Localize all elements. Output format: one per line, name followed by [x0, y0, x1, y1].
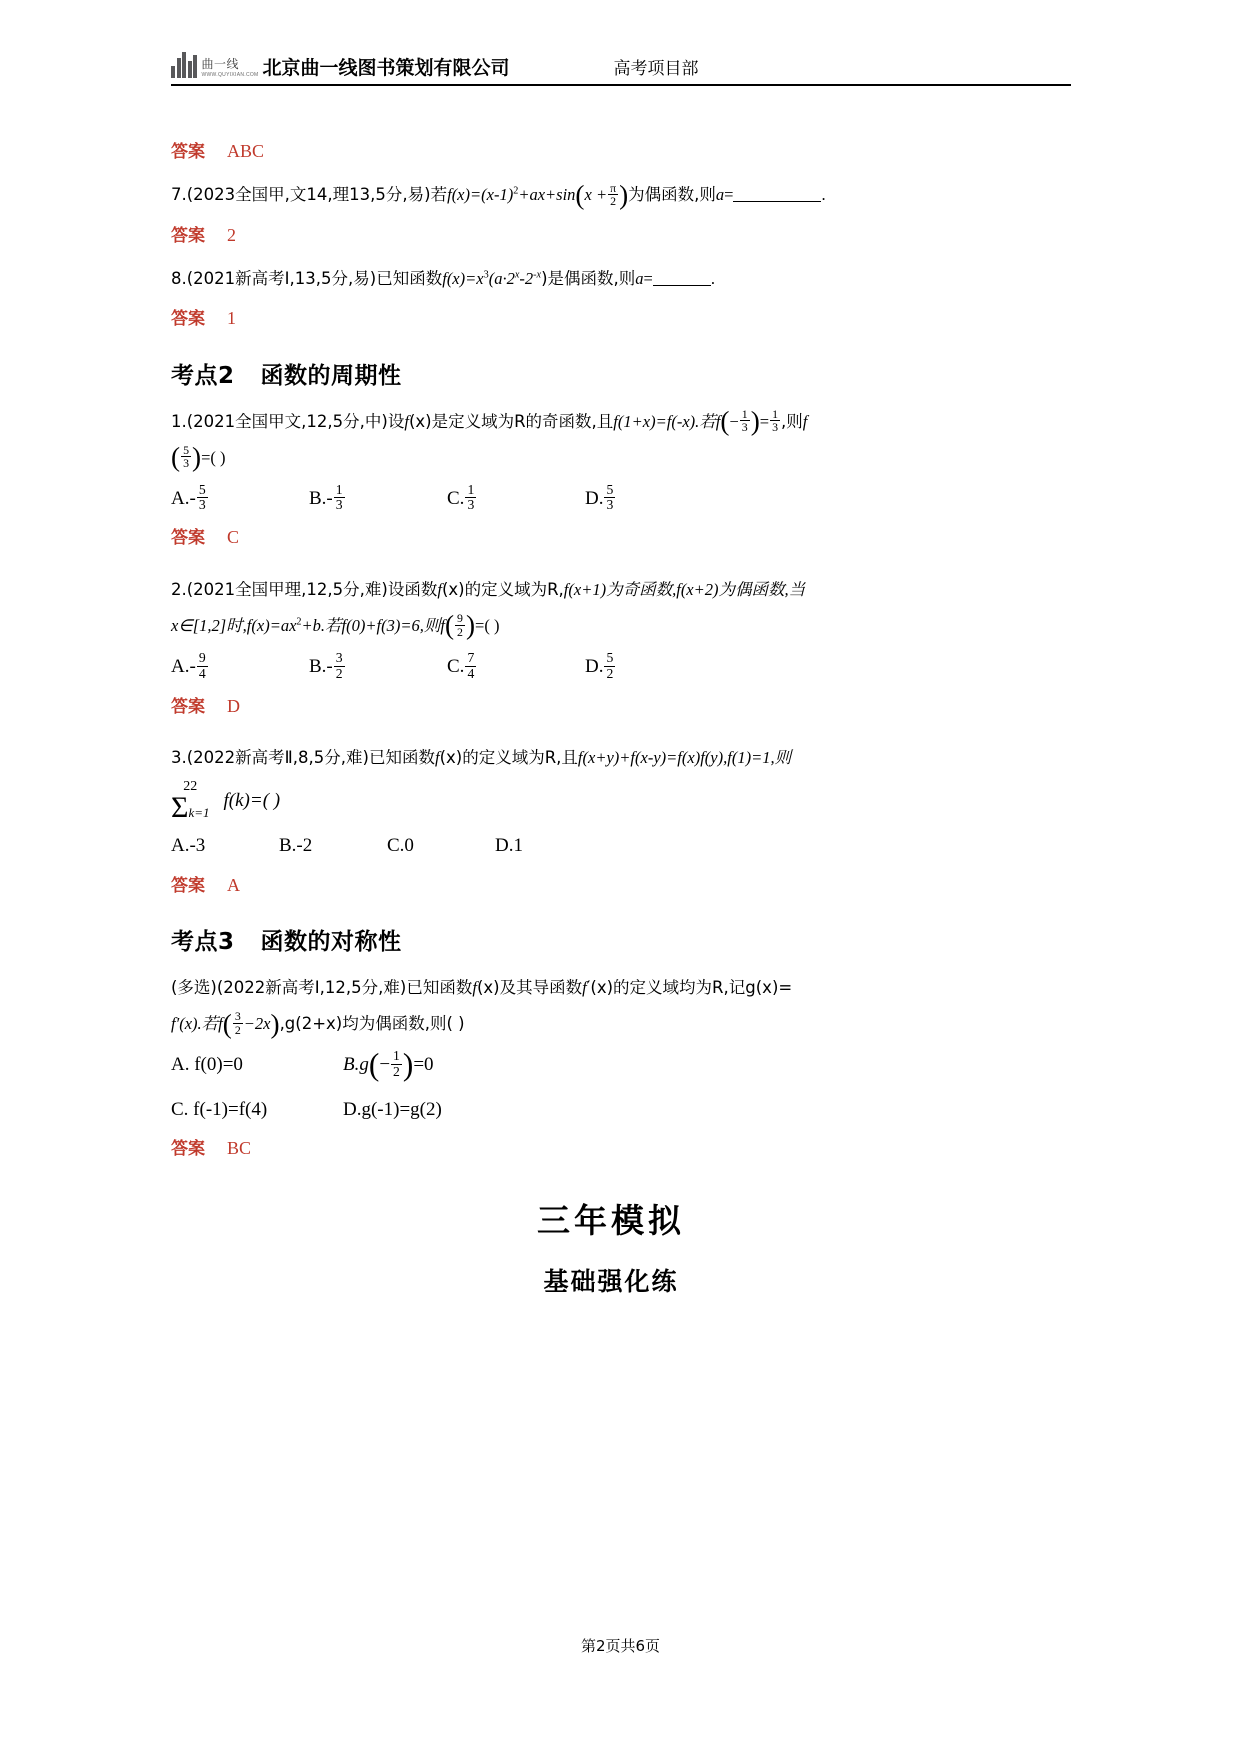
- summation-icon: [171, 779, 210, 825]
- q7-inner: x +: [584, 185, 608, 205]
- option-b: B.-2: [279, 835, 313, 857]
- s3q1-l2b: ,g(2+x)均为偶函数,则( ): [279, 1014, 465, 1034]
- section2-question-2: 2.(2021全国甲理,12,5分,难)设函数f(x)的定义域为R,f(x+1)为奇函数,f(x+2)为偶函数,当: [171, 579, 806, 599]
- q7-frac-den: 2: [610, 193, 617, 208]
- q7-frac-num: π: [610, 180, 617, 195]
- section-3-title: 函数的对称性: [260, 928, 402, 955]
- s3q1-t1: 已知函数: [406, 977, 473, 997]
- answer-label: 答案: [171, 528, 205, 549]
- s2q3-t7: (1)=1,则: [731, 747, 792, 767]
- option-a: A. f(0)=0: [171, 1054, 243, 1076]
- s2q3-number: 3.: [171, 747, 187, 767]
- q7-sup1: 2: [513, 185, 519, 197]
- answer-value: 2: [227, 224, 236, 245]
- sub-section-title: 基础强化练: [543, 1266, 679, 1296]
- option-d: D.g(-1)=g(2): [343, 1098, 442, 1120]
- s3q1-l2inner: −2x: [243, 1014, 271, 1034]
- s2q3-t6: (y),: [704, 747, 728, 767]
- answer-line-s2q2: [171, 695, 1051, 718]
- q7-fraction: [608, 182, 618, 208]
- q7-fx: f: [447, 185, 452, 205]
- section3-question-1-line2: f′(x).若f( $\frac{3}{2}$ −2x),g(2+x)均为偶函数,则( ): [171, 1008, 465, 1039]
- s2q1-frac-1: $\frac{1}{3}$: [741, 406, 748, 435]
- s3q1-frac: $\frac{3}{2}$: [234, 1009, 241, 1037]
- s2q1-frac-3: $\frac{5}{3}$: [183, 442, 190, 471]
- page-content: [171, 128, 1051, 1298]
- s2q1-eq: =: [759, 411, 770, 431]
- s2q3-t1: 已知函数: [368, 747, 435, 767]
- q7-var: a: [715, 185, 725, 205]
- s2q2-t2: (x)的定义域为R,: [441, 579, 564, 599]
- q8-source: (2021新高考Ⅰ,13,5分,易): [186, 268, 377, 288]
- section3-question-1-options-row2: [171, 1095, 1051, 1125]
- answer-line-s2q3: [171, 874, 1051, 897]
- section2-question-3-summation: [171, 779, 1051, 825]
- answer-label: 答案: [171, 309, 205, 330]
- summation-upper-limit: 22: [183, 779, 198, 795]
- option-b: B.- $\frac{1}{3}$: [309, 482, 343, 513]
- option-c: C. $\frac{7}{4}$: [447, 650, 475, 681]
- q7-number: 7.: [171, 185, 187, 205]
- s3q1-source: (2022新高考Ⅰ,12,5分,难): [216, 977, 407, 997]
- logo-wordmark: [202, 56, 259, 78]
- section2-question-1-options: [171, 484, 1051, 515]
- answer-line-s2q1: [171, 526, 1051, 549]
- sigma-glyph: Σ: [171, 791, 189, 825]
- q8-body3: -2: [519, 268, 534, 288]
- s2q2-l2tail: =( ): [475, 615, 500, 635]
- s2q3-t5: (x): [681, 747, 701, 767]
- answer-line-s3q1: [171, 1137, 1051, 1160]
- q8-sup1: 3: [483, 269, 489, 281]
- section2-question-2-line2: x∈[1,2]时$,f(x)=ax^2+b$.若f(0)+f(3)=6,则f( $\frac{9}{2}$ )=( ): [171, 610, 500, 641]
- s2q2-frac: $\frac{9}{2}$: [457, 611, 463, 639]
- s2q2-t1: 设函数: [387, 579, 438, 599]
- page-footer: 第2页共6页: [580, 1637, 661, 1655]
- s2q1-t4: (-x).若: [671, 411, 716, 431]
- q7-lparen: (: [575, 179, 585, 210]
- s2q1-t3: (1+x)=: [617, 411, 667, 431]
- answer-label: 答案: [171, 696, 205, 717]
- logo-cn-text: 曲一线: [201, 57, 240, 71]
- q8-var: a: [635, 268, 644, 288]
- s2q2-t4: (x+2)为偶函数,当: [680, 579, 806, 599]
- s2q2-l2a: x∈[1,2]时,: [171, 615, 247, 635]
- q7-period: .: [821, 185, 826, 205]
- s2q1-t5: ,则: [781, 411, 803, 431]
- s2q1-frac-2: $\frac{1}{3}$: [772, 406, 779, 435]
- answer-line-q8: [171, 307, 1051, 330]
- option-a: A.-3: [171, 835, 206, 857]
- option-b: B.- $\frac{3}{2}$: [309, 650, 343, 681]
- option-c: C.0: [387, 835, 414, 857]
- s2q1-t1: 设: [387, 411, 405, 431]
- answer-value: D: [227, 695, 240, 716]
- option-c: C. $\frac{1}{3}$: [447, 482, 475, 513]
- quyixian-logo-icon: [171, 52, 259, 78]
- q8-body4: )是偶函数,则: [541, 268, 636, 288]
- q8-sup3: -x: [533, 269, 542, 281]
- s2q2-l2c: +b.若: [301, 615, 342, 635]
- s2q2-number: 2.: [171, 579, 187, 599]
- q8-body2: (a·2: [488, 268, 515, 288]
- s2q1-number: 1.: [171, 411, 187, 431]
- q7-answer-blank: [733, 185, 821, 203]
- section-heading-2: [171, 357, 1051, 390]
- section-heading-3: [171, 923, 1051, 956]
- option-d: D. $\frac{5}{2}$: [585, 650, 614, 681]
- section-2-title: 函数的周期性: [260, 362, 402, 389]
- q7-eq: =: [724, 185, 734, 205]
- s3q1-l2a: ′(x).若: [175, 1014, 219, 1034]
- q8-text-a: 已知函数: [376, 268, 443, 288]
- q7-body3: 为偶函数,则: [628, 185, 716, 205]
- answer-line: [171, 140, 1051, 163]
- section2-question-3-options: [171, 831, 1051, 861]
- section2-question-1: 1.(2021全国甲文,12,5分,中)设f(x)是定义域为R的奇函数,且f(1+x)=f(-x).若f(− $\frac{1}{3}$ )= $\frac{1}{3}$ ,则f: [171, 406, 808, 437]
- section3-question-1: (多选)(2022新高考Ⅰ,12,5分,难)已知函数f(x)及其导函数f′(x)的定义域均为R,记g(x)=: [171, 977, 793, 997]
- answer-label: 答案: [171, 1139, 205, 1160]
- summation-lower-limit: k=1: [188, 805, 210, 821]
- s3q1-t2: (x)及其导函数: [476, 977, 583, 997]
- option-b: B.g(− $\frac{1}{2}$ )=0: [343, 1046, 434, 1082]
- answer-label: 答案: [171, 225, 205, 246]
- s3q1-t3: ′(x)的定义域均为R,记g(x)=: [586, 977, 793, 997]
- section2-question-2-options: [171, 652, 1051, 683]
- option-c: C. f(-1)=f(4): [171, 1098, 268, 1120]
- s2q2-source: (2021全国甲理,12,5分,难): [186, 579, 388, 599]
- s2q1-t2: (x)是定义域为R的奇函数,且: [408, 411, 614, 431]
- department-name: 高考项目部: [613, 59, 699, 79]
- q8-answer-blank: [653, 268, 711, 286]
- s2q1-source: (2021全国甲文,12,5分,中): [186, 411, 388, 431]
- s3q1-prefix: (多选): [171, 977, 217, 997]
- option-a: A.- $\frac{5}{3}$: [171, 482, 206, 513]
- section3-question-1-options-row1: [171, 1046, 1051, 1082]
- summation-body: f(k)=( ): [223, 789, 281, 811]
- question-7: [171, 179, 1051, 211]
- q7-body1: (x)=(x-1): [451, 185, 514, 205]
- section-3-number: 考点3: [171, 928, 235, 955]
- answer-value: C: [227, 527, 240, 548]
- option-d: D. $\frac{5}{3}$: [585, 482, 614, 513]
- answer-label: 答案: [171, 142, 205, 162]
- logo-bars-icon: [171, 52, 199, 78]
- answer-label: 答案: [171, 875, 205, 896]
- q8-sup2: x: [514, 269, 520, 281]
- company-name: 北京曲一线图书策划有限公司: [262, 57, 510, 79]
- q8-fx: f: [442, 268, 447, 288]
- s2q3-t2: (x)的定义域为R,且: [439, 747, 578, 767]
- q7-rparen: ): [619, 179, 629, 210]
- s2q2-l2e: (3)=6,则: [381, 615, 441, 635]
- s2q2-t3: (x+1)为奇函数,: [568, 579, 677, 599]
- answer-line-q7: [171, 224, 1051, 247]
- q7-source: (2023全国甲,文14,理13,5分,易): [186, 185, 431, 205]
- option-a: A.- $\frac{9}{4}$: [171, 650, 206, 681]
- q8-eq: =: [643, 268, 653, 288]
- question-8: [171, 263, 1051, 295]
- q8-period: .: [710, 268, 715, 288]
- s2q2-l2sup: 2: [296, 616, 302, 628]
- section2-question-3: 3.(2022新高考Ⅱ,8,5分,难)已知函数f(x)的定义域为R,且f(x+y)+f(x-y)=f(x)f(y),f(1)=1,则: [171, 747, 792, 767]
- s2q3-source: (2022新高考Ⅱ,8,5分,难): [186, 747, 369, 767]
- answer-value: A: [227, 874, 240, 895]
- answer-value: 1: [227, 308, 236, 329]
- s2q1-line2-tail: =( ): [201, 447, 226, 467]
- page-header: [171, 52, 1071, 86]
- section-2-number: 考点2: [171, 362, 235, 389]
- answer-value: ABC: [227, 141, 265, 161]
- s2q3-t3: (x+y)+: [582, 747, 631, 767]
- big-section-title: 三年模拟: [537, 1200, 685, 1240]
- q7-body2: +ax+sin: [518, 185, 576, 205]
- s2q2-l2d: (0)+: [346, 615, 377, 635]
- q8-body1: (x)=x: [446, 268, 484, 288]
- q8-number: 8.: [171, 268, 187, 288]
- option-d: D.1: [495, 835, 523, 857]
- s2q3-t4: (x-y)=: [635, 747, 678, 767]
- s2q2-l2b: (x)=ax: [251, 615, 297, 635]
- q7-text-a: 若: [430, 185, 448, 205]
- answer-value: BC: [227, 1138, 252, 1159]
- section2-question-1-line2: ( $\frac{5}{3}$ )=( ): [171, 442, 226, 473]
- logo-en-text: WWW.QUYIXIAN.COM: [201, 72, 259, 78]
